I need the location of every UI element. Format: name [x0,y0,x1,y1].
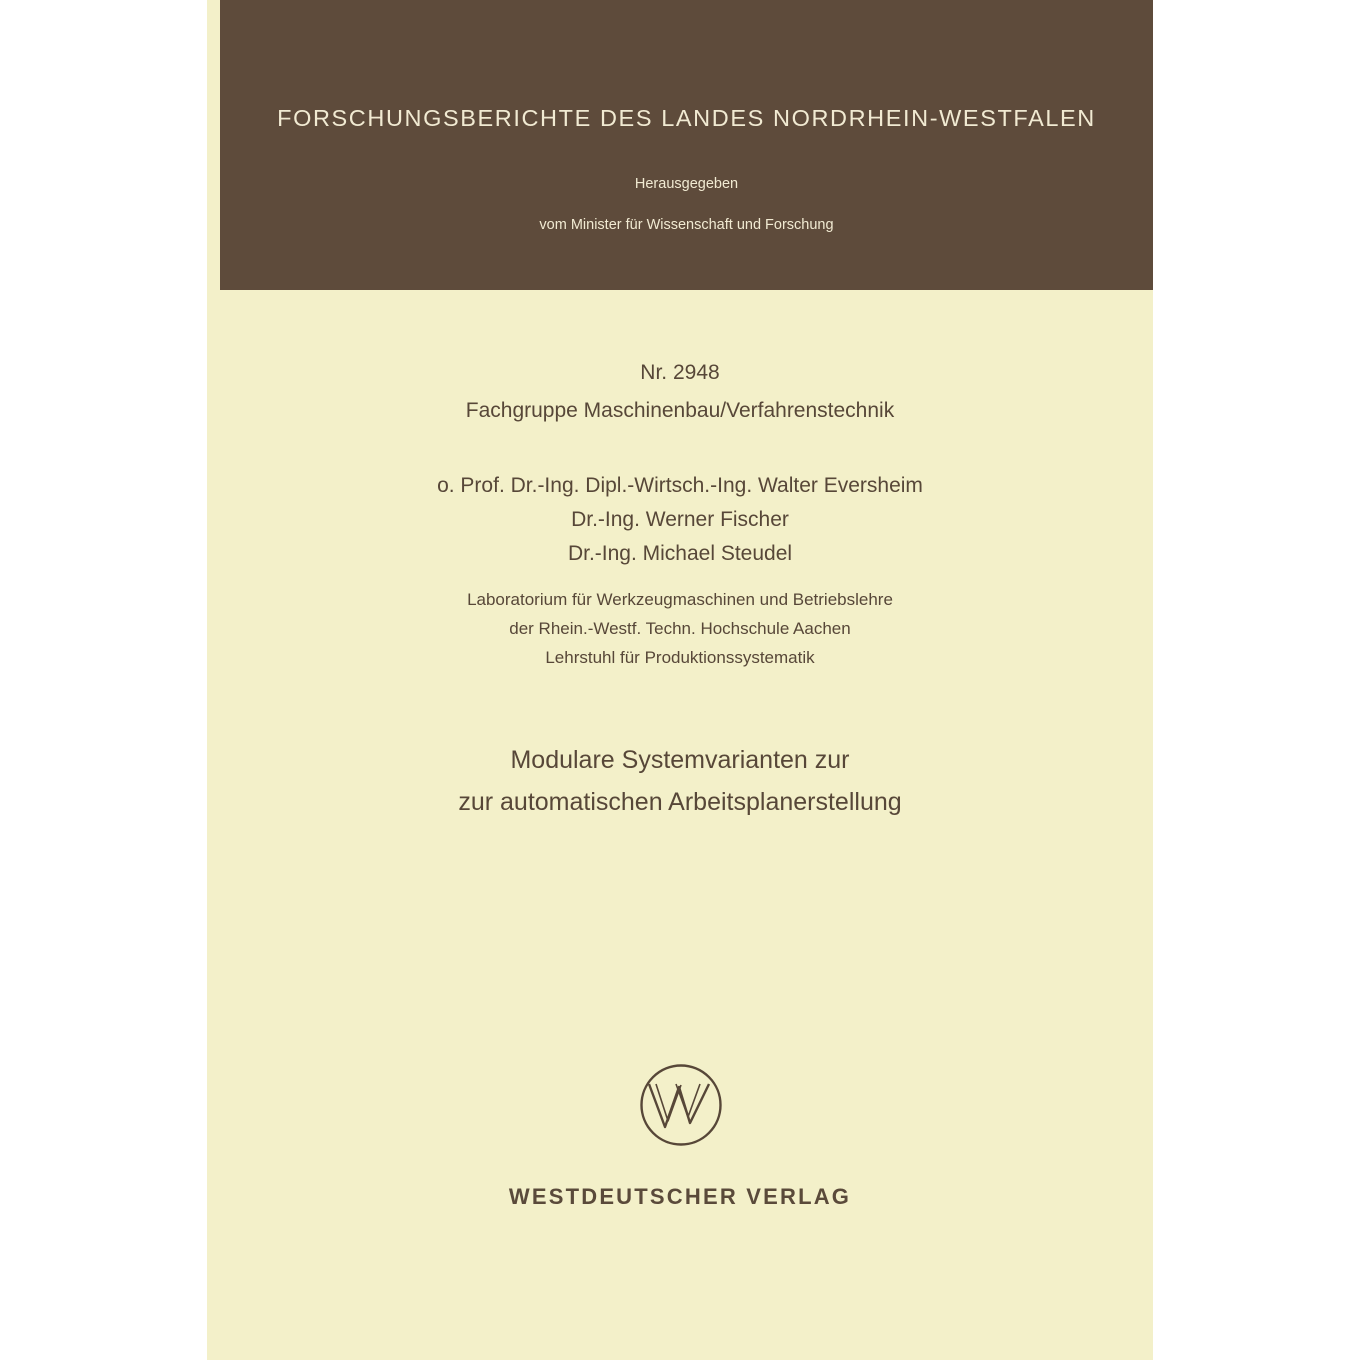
report-group: Fachgruppe Maschinenbau/Verfahrenstechnik [465,399,895,422]
issued-by-label: Herausgegeben [634,176,739,192]
title-line-1: Modulare Systemvarianten zur [510,746,850,774]
publisher-name: WESTDEUTSCHER VERLAG [508,1184,852,1209]
institution-line-1: Laboratorium für Werkzeugmaschinen und Betriebslehre [467,590,893,609]
institution-line-3: Lehrstuhl für Produktionssystematik [545,648,815,667]
author-1: o. Prof. Dr.-Ing. Dipl.-Wirtsch.-Ing. Walter Eversheim [437,474,923,497]
series-title: FORSCHUNGSBERICHTE DES LANDES NORDRHEIN-WESTFALEN [277,105,1096,131]
title-line-2: zur automatischen Arbeitsplanerstellung [458,788,902,816]
book-cover [207,0,1153,1360]
institution-line-2: der Rhein.-Westf. Techn. Hochschule Aachen [509,619,851,638]
author-2: Dr.-Ing. Werner Fischer [571,508,789,531]
issuer-label: vom Minister für Wissenschaft und Forschung [539,217,834,233]
author-3: Dr.-Ing. Michael Steudel [567,542,793,565]
wv-publisher-logo-icon [639,1063,723,1147]
report-number: Nr. 2948 [640,361,720,384]
header-band [220,0,1153,290]
